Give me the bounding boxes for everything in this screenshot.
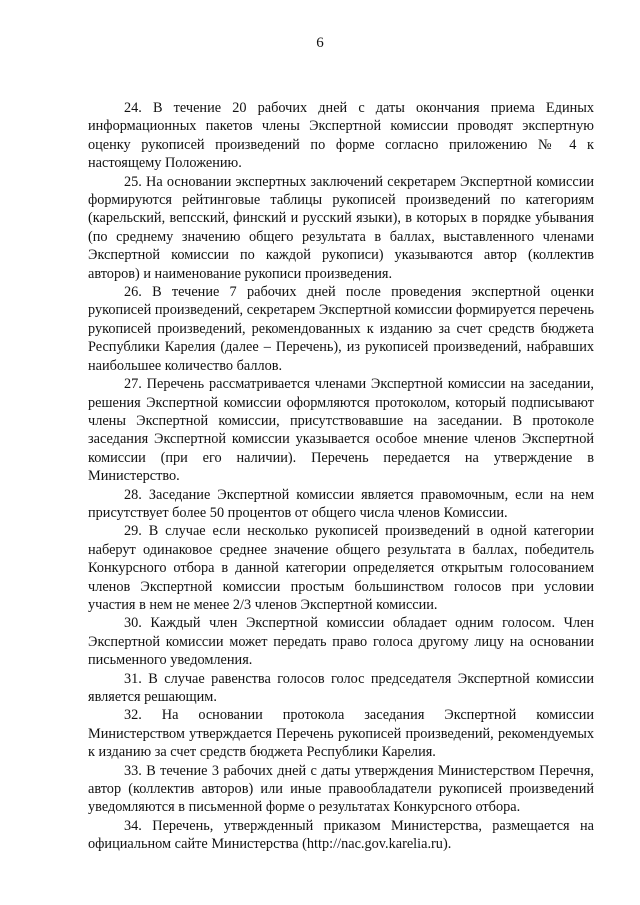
document-body [88,99,594,854]
paragraph-27: 27. Перечень рассматривается членами Экспертной комиссии на заседании, решения Экспертной комиссии оформляются протоколом, который подписывают члены Экспертной комиссии, присутствовавшие на заседании. В протоколе заседания Экспертной комиссии указывается особое мнение членов Экспертной комиссии (при его наличии). Перечень передается на утверждение в Министерство. [88,376,594,485]
paragraph-29: 29. В случае если несколько рукописей произведений в одной категории наберут одинаковое среднее значение общего результата в баллах, победитель Конкурсного отбора в данной категории определяется открытым голосованием членов Экспертной комиссии простым большинством голосов при условии участия в нем не менее 2/3 членов Экспертной комиссии. [88,523,594,613]
paragraph-25: 25. На основании экспертных заключений секретарем Экспертной комиссии формируются рейтинговые таблицы рукописей произведений по категориям (карельский, вепсский, финский и русский языки), в которых в порядке убывания (по среднему значению общего результата в баллах, выставленного членами Экспертной комиссии по каждой рукописи) указываются автор (коллектив авторов) и наименование рукописи произведения. [88,173,594,282]
page-number: 6 [316,35,324,51]
paragraph-30: 30. Каждый член Экспертной комиссии обладает одним голосом. Член Экспертной комиссии может передать право голоса другому лицу на основании письменного уведомления. [88,615,594,669]
paragraph-26: 26. В течение 7 рабочих дней после проведения экспертной оценки рукописей произведений, секретарем Экспертной комиссии формируется перечень рукописей произведений, рекомендованных к изданию за счет средств бюджета Республики Карелия (далее – Перечень), из рукописей произведений, набравших наибольшее количество баллов. [88,284,594,374]
paragraph-32: 32. На основании протокола заседания Экспертной комиссии Министерством утверждается Перечень рукописей произведений, рекомендуемых к изданию за счет средств бюджета Республики Карелия. [88,707,594,761]
paragraph-34: 34. Перечень, утвержденный приказом Министерства, размещается на официальном сайте Министерства (http://nac.gov.karelia.ru). [88,817,594,853]
paragraph-33: 33. В течение 3 рабочих дней с даты утверждения Министерством Перечня, автор (коллектив авторов) или иные правообладатели рукописей произведений уведомляются в письменной форме о результатах Конкурсного отбора. [88,762,594,816]
paragraph-28: 28. Заседание Экспертной комиссии является правомочным, если на нем присутствует более 50 процентов от общего числа членов Комиссии. [88,486,594,521]
paragraph-31: 31. В случае равенства голосов голос председателя Экспертной комиссии является решающим. [88,670,594,705]
paragraph-24: 24. В течение 20 рабочих дней с даты окончания приема Единых информационных пакетов члены Экспертной комиссии проводят экспертную оценку рукописей произведений по форме согласно приложению № 4 к настоящему Положению. [88,100,594,172]
